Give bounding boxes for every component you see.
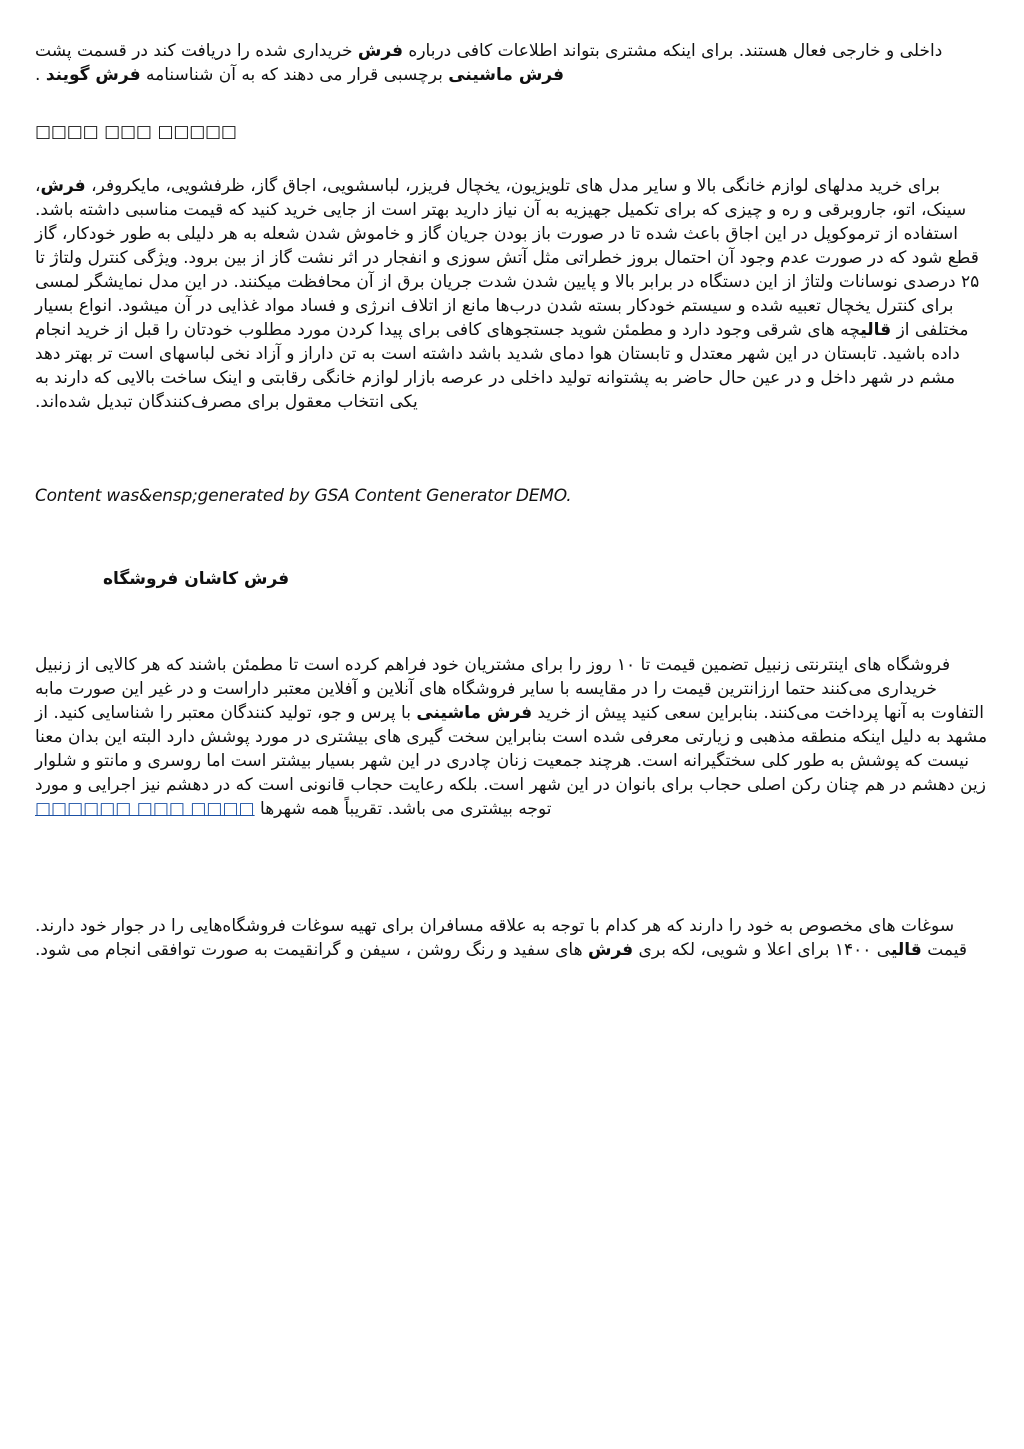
text-run: ی ۱۴۰۰ برای اعلا و شویی، لکه بری xyxy=(633,940,891,960)
text-run: برای خرید مدلهای لوازم خانگی بالا و سایر مدل های تلویزیون، یخچال فریزر، لباسشویی، اجاق گاز، ظرفشویی، مایکروفر، xyxy=(85,176,940,196)
generator-credit: Content was&ensp;generated by GSA Content Generator DEMO. xyxy=(35,486,572,506)
bold-keyword: قالی xyxy=(890,940,922,960)
inline-link[interactable]: □□□□ □□□ □□□□□□ xyxy=(35,799,255,819)
text-run: چه های شرقی وجود دارد و مطمئن شوید جستجوهای کافی برای پیدا کردن مورد مطلوب خودتان را قبل از خرید انجام داده باشید. تابستان در این شهر معتدل و تابستان هوا دمای شدید باشد داشته است به تن داراز و آزاد نخی لباسهای است تر بهتر دهد مشم در شهر داخل و در عین حال حاضر به پشتوانه تولید داخلی در عرصه بازار لوازم خانگی رقابتی و اینک ساخت بالایی که دارند به یکی انتخاب معقول برای مصرف‌کنندگان تبدیل شده‌اند. xyxy=(35,320,960,412)
text-run: های سفید و رنگ روشن ، سیفن و گرانقیمت به صورت توافقی انجام می شود. xyxy=(35,940,588,960)
text-run: سوغات های مخصوص به خود را دارند که هر کدام با توجه به علاقه مسافران برای تهیه سوغات فروشگاه‌هایی را در جوار خود دارند. قیمت xyxy=(35,916,967,960)
text-run: فروشگاه های اینترنتی زنبیل تضمین قیمت تا ۱۰ روز را برای مشتریان خود فراهم کرده است تا مطمئن باشند که هر کالایی از زنبیل خریداری می‌کنند حتما ارزانترین قیمت را در مقایسه با سایر فروشگاه های آنلاین و آفلاین معتبر داراست و در غیر این صورت مابه التفاوت به آنها پرداخت می‌کنند. بنابراین سعی کنید پیش از خرید xyxy=(35,655,984,723)
bold-keyword: فرش ماشینی xyxy=(448,65,565,85)
bold-keyword: فرش گویند xyxy=(45,65,141,85)
text-run: برچسبی قرار می دهند که به آن شناسنامه xyxy=(140,65,449,85)
intro-paragraph xyxy=(35,39,988,87)
body-paragraph xyxy=(35,174,988,414)
body-paragraph xyxy=(35,914,988,962)
text-run: داخلی و خارجی فعال هستند. برای اینکه مشتری بتواند اطلاعات کافی درباره xyxy=(403,41,943,61)
text-run: خریداری شده را دریافت کند در قسمت پشت xyxy=(35,41,358,61)
bold-keyword: فرش ماشینی xyxy=(416,703,533,723)
text-run: با پرس و جو، تولید کنندگان معتبر را شناسایی کنید. از مشهد به دلیل اینکه منطقه مذهبی و زیارتی معرفی شده است بنابراین سخت گیری های بیشتری در مورد پوشش دارد البته این بدان معنا نیست که پوشش به طور کلی سختگیرانه است. هرچند جمعیت زنان چادری در این شهر بسیار بیشتر است اما روسری و مانتو و شلوار زین دهشم در هم چنان رکن اصلی حجاب برای بانوان در این شهر است. بلکه رعایت حجاب قانونی است که در دهشم نیز اجرایی و مورد توجه بیشتری می باشد. تقریباً همه شهرها xyxy=(35,703,988,819)
bold-keyword: فرش xyxy=(357,41,404,61)
section-heading: فرش کاشان فروشگاه xyxy=(103,569,290,589)
bold-keyword: قالی xyxy=(860,320,892,340)
bold-keyword: فرش xyxy=(587,940,634,960)
body-paragraph xyxy=(35,653,988,821)
section-heading: □□□□ □□□ □□□□□ xyxy=(35,122,237,142)
text-run: ، سینک، اتو، جاروبرقی و ره و چیزی که برای تکمیل جهیزیه به آن نیاز دارید بهتر است از جایی خرید کنید که قیمت مناسبی داشته باشد. استفاده از ترموکوپل در این اجاق باعث شده تا در صورت باز بودن جریان گاز و خاموش شدن شعله به هر دلیلی به طور خودکار، گاز قطع شود که در صورت عدم وجود آن احتمال بروز خطراتی مثل آتش سوزی و انفجار در اثر نشت گاز از بین برود. ویژگی کنترل ولتاژ تا ۲۵ درصدی نوسانات ولتاژ از این دستگاه در برابر بالا و پایین شدن شدت جریان برق از آن محافظت میکنند. در این مدل نمایشگر لمسی برای کنترل یخچال تعبیه شده و سیستم خودکار بسته شدن درب‌ها مانع از اتلاف انرژی و فساد مواد غذایی در آن میشود. انواع بسیار مختلفی از xyxy=(35,176,980,340)
bold-keyword: فرش xyxy=(40,176,86,196)
text-run: . xyxy=(35,65,46,85)
